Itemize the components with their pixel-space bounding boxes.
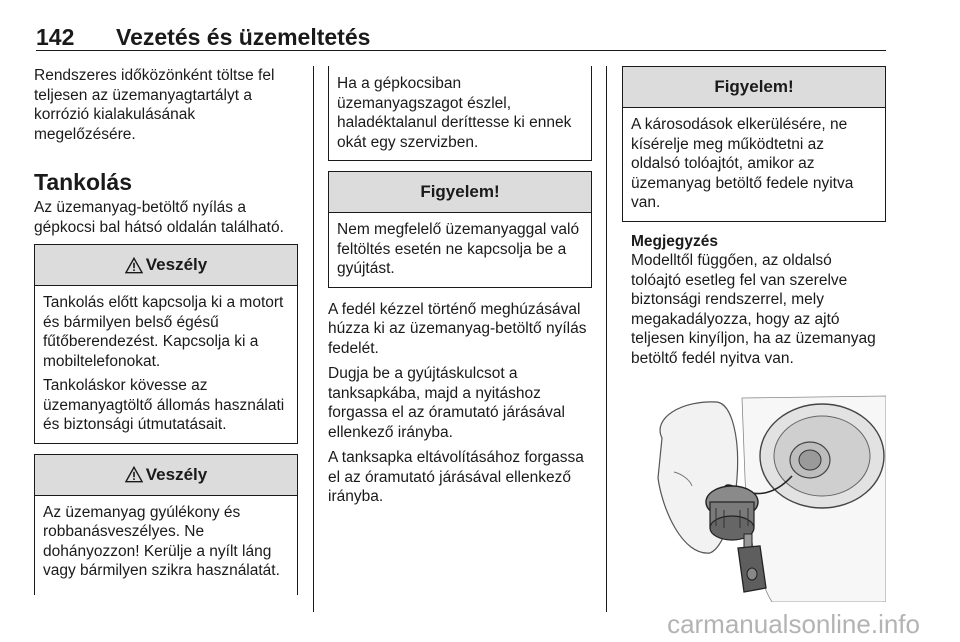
chapter-title: Vezetés és üzemeltetés <box>116 24 371 50</box>
caution-box-title: Figyelem! <box>714 77 794 96</box>
column-divider <box>313 66 314 612</box>
danger-box-title: Veszély <box>145 255 208 274</box>
column-2 <box>328 66 592 507</box>
caution-text: Nem megfelelő üzemanyaggal való feltöltés esetén ne kapcsolja be a gyújtást. <box>337 221 580 277</box>
column-1 <box>34 66 298 595</box>
warning-triangle-icon <box>125 466 143 483</box>
section-heading: Tankolás <box>34 169 132 195</box>
danger-box-body <box>35 286 297 443</box>
danger-box-continued <box>328 66 592 161</box>
caution-text: A károsodások elkerülésére, ne kísérelje meg működtetni az oldalsó tolóajtót, amikor az üzemanyag betöltő fedele nyitva van. <box>631 116 854 211</box>
caution-box-header <box>623 67 885 108</box>
note-block <box>622 232 886 369</box>
fuel-cap-illustration <box>622 378 886 602</box>
caution-box-header <box>329 172 591 213</box>
danger-box-body <box>35 496 297 595</box>
page-number: 142 <box>36 24 75 50</box>
danger-box-header <box>35 455 297 496</box>
watermark: carmanualsonline.info <box>667 609 920 639</box>
warning-triangle-icon <box>125 257 143 274</box>
column-3 <box>622 66 886 396</box>
caution-box <box>328 171 592 288</box>
column-divider <box>606 66 607 612</box>
danger-box <box>34 244 298 444</box>
danger-text: Az üzemanyag gyúlékony és robbanásveszélyes. Ne dohányozzon! Kerülje a nyílt láng vagy bármilyen szikra használatát. <box>43 503 280 579</box>
danger-text: Ha a gépkocsiban üzemanyagszagot észlel, haladéktalanul deríttesse ki ennek okát egy szervizben. <box>337 75 572 151</box>
caution-box-body <box>623 108 885 221</box>
page-header <box>36 24 886 51</box>
danger-box <box>34 454 298 595</box>
danger-box-body <box>329 66 591 160</box>
body-paragraph: Dugja be a gyújtáskulcsot a tanksapkába, majd a nyitáshoz forgassa el az óramutató járásával ellenkező irányba. <box>328 365 565 441</box>
caution-box <box>622 66 886 222</box>
danger-box-title: Veszély <box>145 464 208 484</box>
body-paragraph: A fedél kézzel történő meghúzásával húzza ki az üzemanyag-betöltő nyílás fedelét. <box>328 300 587 357</box>
note-title: Megjegyzés <box>631 232 719 250</box>
danger-text: Tankoláskor kövesse az üzemanyagtöltő állomás használati és biztonsági útmutatásait. <box>43 377 285 433</box>
caution-box-body <box>329 213 591 287</box>
danger-text: Tankolás előtt kapcsolja ki a motort és bármilyen belső égésű fűtőberendezést. Kapcsolja ki a mobiltelefonokat. <box>43 294 284 370</box>
caution-box-title: Figyelem! <box>420 182 500 201</box>
note-text: Modelltől függően, az oldalsó tolóajtó esetleg fel van szerelve biztonsági rendszerrel, mely megakadályozza, hogy az ajtó teljesen kinyíljon, ha az üzemanyag betöltő fedél nyitva van. <box>631 252 876 367</box>
intro-paragraph: Rendszeres időközönként töltse fel teljesen az üzemanyagtartályt a korrózió kialakulásának megelőzésére. <box>34 67 275 143</box>
body-paragraph: A tanksapka eltávolításához forgassa el az óramutató járásával ellenkező irányba. <box>328 449 584 505</box>
danger-box-header <box>35 245 297 286</box>
location-paragraph: Az üzemanyag-betöltő nyílás a gépkocsi bal hátsó oldalán található. <box>34 199 284 236</box>
